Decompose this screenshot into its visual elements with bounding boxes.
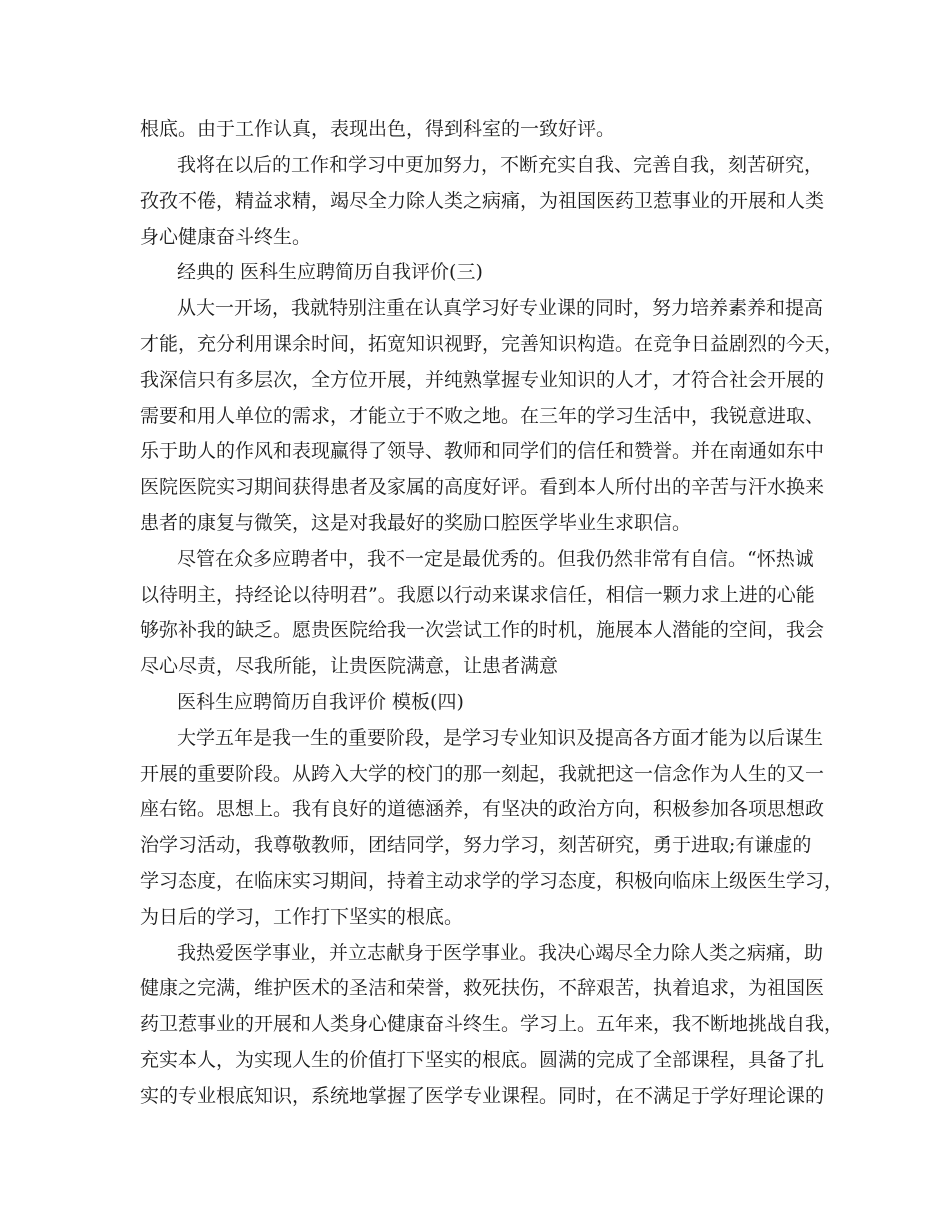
text-line: 尽心尽责，尽我所能，让贵医院满意，让患者满意 [140, 655, 559, 677]
section-heading: 医科生应聘简历自我评价 模板(四) [177, 691, 464, 713]
text-line: 我深信只有多层次，全方位开展，并纯熟掌握专业知识的人才，才符合社会开展的 [140, 369, 825, 391]
text-line: 患者的康复与微笑，这是对我最好的奖励口腔医学毕业生求职信。 [140, 512, 692, 534]
text-line: 需要和用人单位的需求，才能立于不败之地。在三年的学习生活中，我锐意进取、 [140, 405, 825, 427]
text-line: 孜孜不倦，精益求精，竭尽全力除人类之病痛，为祖国医药卫惹事业的开展和人类 [140, 190, 825, 212]
text-line: 为日后的学习，工作打下坚实的根底。 [140, 906, 464, 928]
section-heading: 经典的 医科生应聘简历自我评价(三) [177, 261, 483, 283]
text-line: 根底。由于工作认真，表现出色，得到科室的一致好评。 [140, 118, 616, 140]
text-line: 充实本人，为实现人生的价值打下坚实的根底。圆满的完成了全部课程，具备了扎 [140, 1049, 825, 1071]
text-line: 大学五年是我一生的重要阶段，是学习专业知识及提高各方面才能为以后谋生 [177, 727, 824, 749]
text-line: 学习态度，在临床实习期间，持着主动求学的学习态度，积极向临床上级医生学习， [140, 870, 844, 892]
text-line: 医院医院实习期间获得患者及家属的高度好评。看到本人所付出的辛苦与汗水换来 [140, 476, 825, 498]
text-line: 身心健康奋斗终生。 [140, 226, 312, 248]
text-line: 治学习活动，我尊敬教师，团结同学，努力学习，刻苦研究，勇于进取;有谦虚的 [140, 834, 812, 856]
text-line: 我将在以后的工作和学习中更加努力，不断充实自我、完善自我，刻苦研究， [177, 154, 824, 176]
text-line: 开展的重要阶段。从跨入大学的校门的那一刻起，我就把这一信念作为人生的又一 [140, 763, 825, 785]
text-line: 从大一开场，我就特别注重在认真学习好专业课的同时，努力培养素养和提高 [177, 297, 824, 319]
text-line: 我热爱医学事业，并立志献身于医学事业。我决心竭尽全力除人类之病痛，助 [177, 942, 824, 964]
text-line: 够弥补我的缺乏。愿贵医院给我一次尝试工作的时机，施展本人潜能的空间，我会 [140, 619, 825, 641]
text-line: 尽管在众多应聘者中，我不一定是最优秀的。但我仍然非常有自信。“怀热诚 [177, 548, 814, 570]
text-line: 实的专业根底知识，系统地掌握了医学专业课程。同时，在不满足于学好理论课的 [140, 1085, 825, 1107]
text-line: 座右铭。思想上。我有良好的道德涵养，有坚决的政治方向，积极参加各项思想政 [140, 798, 825, 820]
text-line: 健康之完满，维护医术的圣洁和荣誉，救死扶伤，不辞艰苦，执着追求，为祖国医 [140, 977, 825, 999]
text-line: 药卫惹事业的开展和人类身心健康奋斗终生。学习上。五年来，我不断地挑战自我， [140, 1013, 844, 1035]
text-line: 以待明主，持经论以待明君”。我愿以行动来谋求信任，相信一颗力求上进的心能 [140, 584, 815, 606]
text-line: 乐于助人的作风和表现赢得了领导、教师和同学们的信任和赞誉。并在南通如东中 [140, 440, 825, 462]
text-line: 才能，充分利用课余时间，拓宽知识视野，完善知识构造。在竞争日益剧烈的今天， [140, 333, 844, 355]
